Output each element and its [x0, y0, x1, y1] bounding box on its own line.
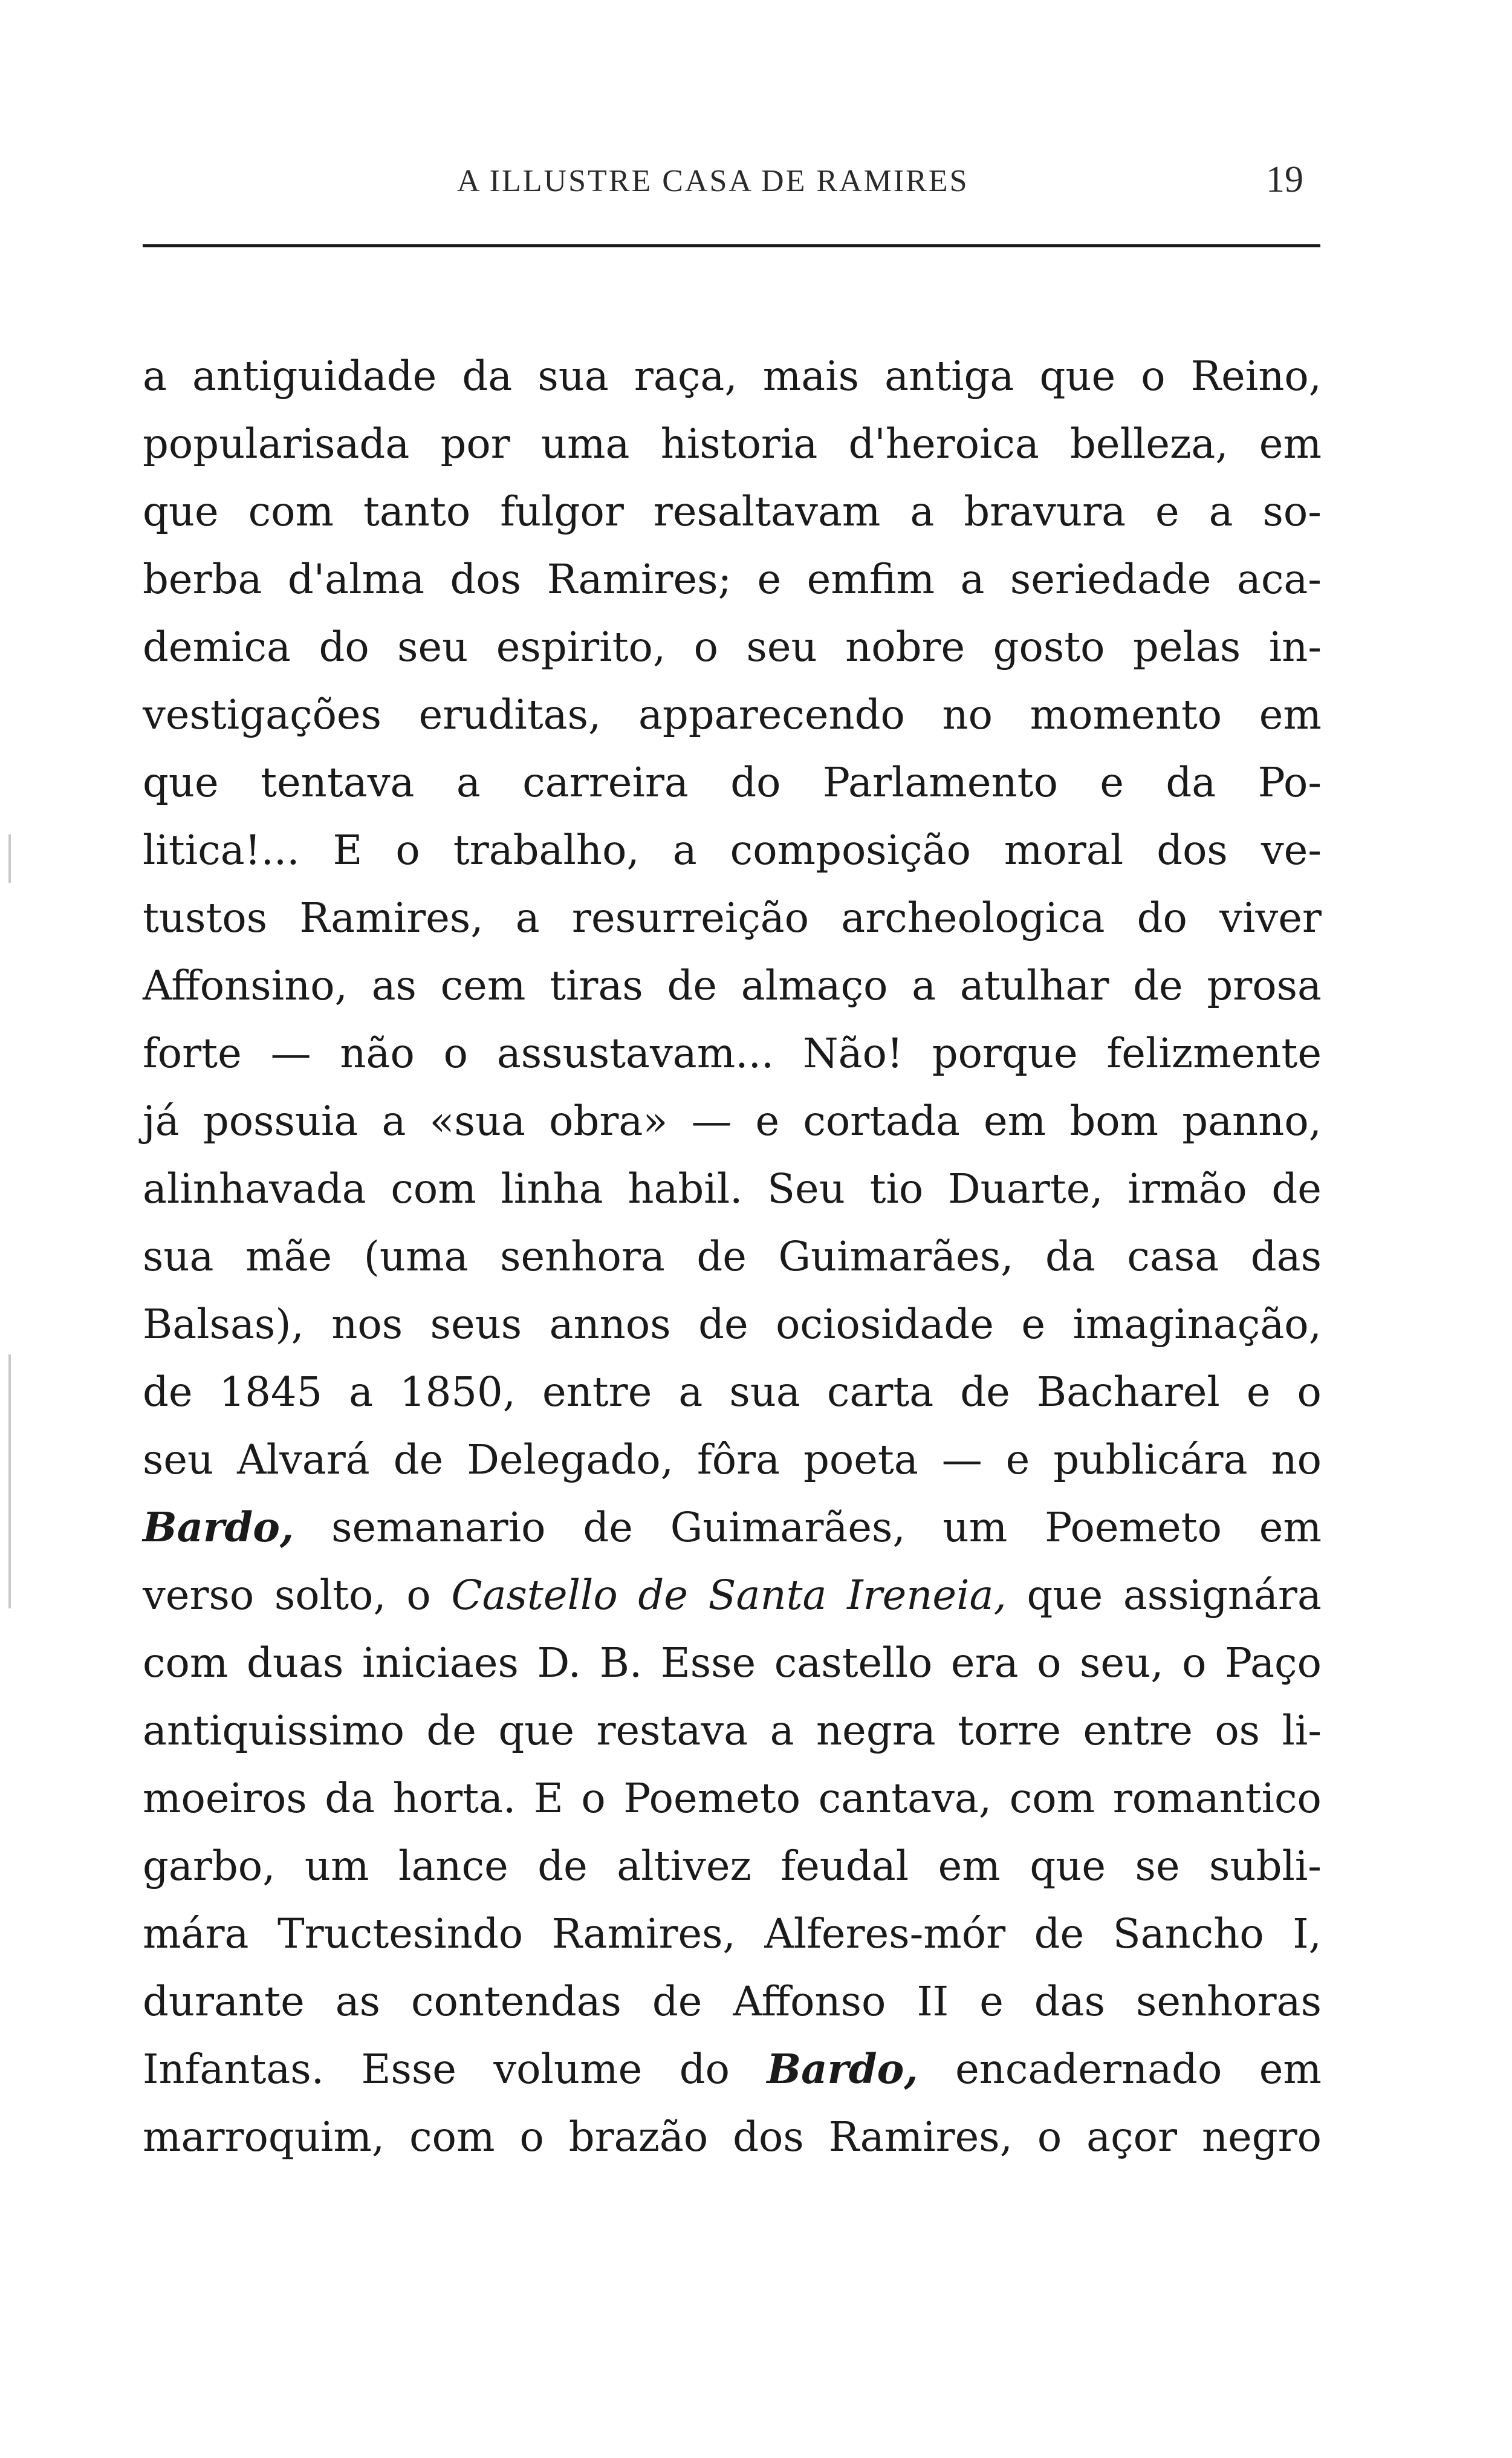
- word: Tructesindo: [277, 1910, 524, 1957]
- word: Delegado,: [467, 1436, 673, 1483]
- word: trabalho,: [453, 827, 640, 874]
- word: restava: [596, 1707, 748, 1754]
- word: negro: [1201, 2113, 1322, 2161]
- word: a: [456, 759, 481, 806]
- word: Reino,: [1190, 353, 1322, 400]
- word: Ramires,: [551, 1910, 736, 1957]
- word: da: [325, 1775, 375, 1822]
- word: o: [1037, 2113, 1062, 2161]
- body-text: [143, 342, 1322, 2171]
- word: entre: [1083, 1707, 1193, 1754]
- word: Guimarães,: [670, 1504, 906, 1551]
- text-line: [143, 545, 1322, 613]
- word: li-: [1282, 1707, 1322, 1754]
- word: e: [757, 556, 782, 603]
- word: —: [691, 1097, 732, 1145]
- word: Esse: [361, 2046, 456, 2093]
- word: açor: [1086, 2113, 1177, 2161]
- word: panno,: [1182, 1097, 1322, 1145]
- word: tentava: [261, 759, 415, 806]
- text-line: [143, 816, 1322, 884]
- word: viver: [1219, 894, 1322, 941]
- word: dos: [1157, 827, 1228, 874]
- word: em: [1259, 691, 1322, 738]
- word: eruditas,: [418, 691, 602, 738]
- word: espirito,: [496, 623, 666, 671]
- word: e: [1021, 1301, 1046, 1348]
- word: Balsas),: [143, 1301, 304, 1348]
- word: ociosidade: [776, 1301, 994, 1348]
- word: Esse: [660, 1639, 756, 1686]
- word: Não!: [803, 1030, 903, 1077]
- word: e: [1246, 1368, 1271, 1416]
- word: brazão: [568, 2113, 709, 2161]
- word: fulgor: [500, 488, 624, 535]
- word: do: [730, 759, 781, 806]
- word: a: [910, 488, 935, 535]
- word: bom: [1069, 1097, 1159, 1145]
- word: alinhavada: [143, 1165, 366, 1212]
- word: garbo,: [143, 1842, 276, 1890]
- word: semanario: [331, 1504, 546, 1551]
- word: nobre: [845, 623, 965, 671]
- word: o: [1297, 1368, 1322, 1416]
- word: —: [270, 1030, 311, 1077]
- word: do: [1137, 894, 1187, 941]
- word: as: [371, 962, 417, 1009]
- page-number: 19: [1266, 159, 1303, 200]
- word: em: [1259, 1504, 1322, 1551]
- word: Ramires,: [299, 894, 484, 941]
- word: Santa: [708, 1572, 827, 1619]
- word: assignára: [1123, 1572, 1322, 1619]
- word: com: [143, 1639, 229, 1686]
- word: Duarte,: [947, 1165, 1103, 1212]
- word: so-: [1262, 488, 1322, 535]
- word: in-: [1268, 623, 1322, 671]
- word: atulhar: [959, 962, 1109, 1009]
- text-line: [143, 1290, 1322, 1358]
- word: senhora: [500, 1233, 665, 1280]
- margin-speck: [8, 1354, 11, 1608]
- word: resaltavam: [653, 488, 881, 535]
- word: de: [393, 1436, 444, 1483]
- word: o: [406, 1572, 431, 1619]
- word: Poemeto: [623, 1775, 801, 1822]
- word: irmão: [1128, 1165, 1247, 1212]
- word: Ramires,: [828, 2113, 1013, 2161]
- word: o: [1037, 1639, 1062, 1686]
- header-rule: [143, 244, 1320, 247]
- word: que: [1027, 1572, 1103, 1619]
- word: popularisada: [143, 420, 410, 467]
- word: e: [1005, 1436, 1030, 1483]
- word: o: [581, 1775, 606, 1822]
- word: negra: [816, 1707, 936, 1754]
- word: moral: [1004, 827, 1124, 874]
- word: seu: [746, 623, 817, 671]
- word: Poemeto: [1045, 1504, 1222, 1551]
- word: moeiros: [143, 1775, 307, 1822]
- word: antiga: [884, 353, 1014, 400]
- word: e: [1100, 759, 1124, 806]
- word: Infantas.: [143, 2046, 325, 2093]
- word: «sua: [429, 1097, 526, 1145]
- word: e: [1155, 488, 1179, 535]
- word: tio: [869, 1165, 924, 1212]
- word: em: [984, 1097, 1046, 1145]
- word: seus: [430, 1301, 522, 1348]
- word: II: [917, 1978, 949, 2025]
- word: Parlamento: [822, 759, 1058, 806]
- word: Affonsino,: [143, 962, 348, 1009]
- word: em: [1259, 2046, 1322, 2093]
- text-line: [143, 1019, 1322, 1087]
- word: 1845: [219, 1368, 323, 1416]
- word: um: [304, 1842, 369, 1890]
- word: subli-: [1209, 1842, 1322, 1890]
- word: a: [678, 1368, 703, 1416]
- word: as: [335, 1978, 381, 2025]
- word: no: [942, 691, 993, 738]
- word: torre: [958, 1707, 1062, 1754]
- text-line: [143, 1494, 1322, 1561]
- word: contendas: [410, 1978, 621, 2025]
- text-line: [143, 1697, 1322, 1764]
- word: marroquim,: [143, 2113, 385, 2161]
- word: feudal: [780, 1842, 909, 1890]
- word: com: [409, 2113, 495, 2161]
- word: demica: [143, 623, 291, 671]
- word: e: [755, 1097, 780, 1145]
- word: vestigações: [143, 691, 381, 738]
- word: cortada: [803, 1097, 960, 1145]
- word: E: [333, 827, 363, 874]
- text-line: [143, 749, 1322, 816]
- word: tiras: [550, 962, 643, 1009]
- word: por: [440, 420, 510, 467]
- word: a: [349, 1368, 374, 1416]
- margin-speck: [8, 834, 11, 883]
- word: que: [498, 1707, 575, 1754]
- word: cem: [440, 962, 526, 1009]
- word: apparecendo: [638, 691, 905, 738]
- word: prosa: [1207, 962, 1322, 1009]
- word: a: [1209, 488, 1233, 535]
- text-line: [143, 2035, 1322, 2103]
- word: Castello: [451, 1572, 618, 1619]
- word: Ramires;: [547, 556, 732, 603]
- word: entre: [542, 1368, 652, 1416]
- word: altivez: [617, 1842, 751, 1890]
- text-line: [143, 1764, 1322, 1832]
- word: do: [679, 2046, 730, 2093]
- text-line: [143, 1155, 1322, 1223]
- word: tustos: [143, 894, 268, 941]
- word: composição: [730, 827, 971, 874]
- word: a: [515, 894, 540, 941]
- word: de: [698, 1301, 748, 1348]
- word: de: [696, 1233, 747, 1280]
- word: da: [462, 353, 513, 400]
- text-line: [143, 478, 1322, 545]
- word: Alvará: [237, 1436, 370, 1483]
- word: com: [391, 1165, 476, 1212]
- word: (uma: [363, 1233, 469, 1280]
- word: litica!...: [143, 827, 300, 874]
- word: o: [693, 623, 718, 671]
- word: mãe: [245, 1233, 333, 1280]
- word: historia: [660, 420, 818, 467]
- word: a: [960, 556, 985, 603]
- word: lance: [398, 1842, 508, 1890]
- word: em: [1259, 420, 1322, 467]
- word: das: [1034, 1978, 1105, 2025]
- word: iniciaes: [362, 1639, 519, 1686]
- word: resurreição: [571, 894, 810, 941]
- word: a: [381, 1097, 406, 1145]
- word: Po-: [1257, 759, 1322, 806]
- word: o: [443, 1030, 469, 1077]
- word: da: [1045, 1233, 1095, 1280]
- word: volume: [493, 2046, 643, 2093]
- word: Guimarães,: [778, 1233, 1014, 1280]
- word: de: [583, 1504, 633, 1551]
- word: o: [395, 827, 420, 874]
- text-line: [143, 1358, 1322, 1426]
- word: pelas: [1132, 623, 1241, 671]
- word: carreira: [522, 759, 689, 806]
- word: Sancho: [1112, 1910, 1264, 1957]
- word: no: [1271, 1436, 1322, 1483]
- word: cantava,: [818, 1775, 992, 1822]
- word: a: [143, 353, 167, 400]
- text-line: [143, 952, 1322, 1019]
- word: Ireneia,: [847, 1572, 1007, 1619]
- word: solto,: [274, 1572, 386, 1619]
- word: belleza,: [1070, 420, 1228, 467]
- word: Bardo,: [767, 2045, 918, 2093]
- word: de: [1271, 1165, 1322, 1212]
- word: momento: [1030, 691, 1222, 738]
- word: da: [1166, 759, 1216, 806]
- text-line: [143, 2103, 1322, 2171]
- word: imaginação,: [1072, 1301, 1322, 1348]
- word: senhoras: [1135, 1978, 1322, 2025]
- word: verso: [143, 1572, 255, 1619]
- word: Alferes-mór: [764, 1910, 1006, 1957]
- word: seriedade: [1010, 556, 1212, 603]
- word: de: [143, 1368, 193, 1416]
- word: os: [1215, 1707, 1261, 1754]
- text-line: [143, 1561, 1322, 1629]
- word: I,: [1293, 1910, 1322, 1957]
- word: D.: [537, 1639, 582, 1686]
- word: sua: [143, 1233, 214, 1280]
- word: de: [1034, 1910, 1085, 1957]
- text-line: [143, 1223, 1322, 1290]
- word: 1850,: [400, 1368, 516, 1416]
- word: almaço: [741, 962, 888, 1009]
- word: de: [426, 1707, 476, 1754]
- word: dos: [450, 556, 522, 603]
- text-line: [143, 342, 1322, 410]
- word: annos: [549, 1301, 671, 1348]
- word: de: [638, 1572, 688, 1619]
- text-line: [143, 681, 1322, 749]
- word: antiquissimo: [143, 1707, 404, 1754]
- word: raça,: [634, 353, 738, 400]
- word: uma: [540, 420, 630, 467]
- word: obra»: [549, 1097, 668, 1145]
- word: archeologica: [841, 894, 1105, 941]
- word: Seu: [767, 1165, 845, 1212]
- word: gosto: [993, 623, 1105, 671]
- text-line: [143, 1900, 1322, 1968]
- word: mára: [143, 1910, 249, 1957]
- word: publicára: [1053, 1436, 1248, 1483]
- word: o: [519, 2113, 544, 2161]
- word: encadernado: [955, 2046, 1222, 2093]
- word: E: [533, 1775, 563, 1822]
- text-line: [143, 1832, 1322, 1900]
- word: romantico: [1112, 1775, 1322, 1822]
- word: castello: [774, 1639, 933, 1686]
- word: habil.: [628, 1165, 743, 1212]
- word: o: [1141, 353, 1166, 400]
- word: fôra: [696, 1436, 780, 1483]
- word: e: [979, 1978, 1004, 2025]
- word: de: [1133, 962, 1183, 1009]
- word: tanto: [363, 488, 471, 535]
- text-line: [143, 613, 1322, 681]
- word: um: [943, 1504, 1008, 1551]
- text-line: [143, 1087, 1322, 1155]
- word: de: [652, 1978, 702, 2025]
- word: de: [537, 1842, 588, 1890]
- word: aca-: [1236, 556, 1322, 603]
- word: não: [340, 1030, 415, 1077]
- word: bravura: [964, 488, 1126, 535]
- word: das: [1250, 1233, 1322, 1280]
- word: sua: [537, 353, 609, 400]
- word: d'alma: [287, 556, 425, 603]
- word: emfim: [806, 556, 935, 603]
- word: se: [1135, 1842, 1180, 1890]
- word: carta: [826, 1368, 934, 1416]
- word: porque: [932, 1030, 1078, 1077]
- word: seu,: [1080, 1639, 1164, 1686]
- word: seu: [397, 623, 469, 671]
- text-line: [143, 1968, 1322, 2035]
- word: poeta: [803, 1436, 918, 1483]
- text-line: [143, 884, 1322, 952]
- word: durante: [143, 1978, 305, 2025]
- word: antiguidade: [192, 353, 437, 400]
- word: já: [143, 1097, 180, 1145]
- word: casa: [1127, 1233, 1219, 1280]
- running-head-title: A ILLUSTRE CASA DE RAMIRES: [457, 164, 969, 198]
- word: com: [1009, 1775, 1095, 1822]
- text-line: [143, 1629, 1322, 1697]
- word: que: [143, 759, 219, 806]
- word: a: [912, 962, 936, 1009]
- word: Bacharel: [1036, 1368, 1220, 1416]
- word: —: [941, 1436, 982, 1483]
- word: linha: [501, 1165, 603, 1212]
- word: berba: [143, 556, 262, 603]
- word: de: [960, 1368, 1010, 1416]
- word: Bardo,: [143, 1503, 294, 1551]
- word: que: [1039, 353, 1116, 400]
- word: ve-: [1261, 827, 1322, 874]
- word: o: [1182, 1639, 1207, 1686]
- word: Affonso: [733, 1978, 886, 2025]
- word: felizmente: [1106, 1030, 1322, 1077]
- word: forte: [143, 1030, 242, 1077]
- word: sua: [729, 1368, 800, 1416]
- word: Paço: [1225, 1639, 1322, 1686]
- word: B.: [599, 1639, 643, 1686]
- word: a: [672, 827, 697, 874]
- word: horta.: [392, 1775, 516, 1822]
- word: possuia: [203, 1097, 359, 1145]
- word: assustavam...: [496, 1030, 774, 1077]
- text-line: [143, 1426, 1322, 1494]
- word: duas: [246, 1639, 344, 1686]
- word: mais: [762, 353, 860, 400]
- word: d'heroica: [848, 420, 1039, 467]
- word: que: [1030, 1842, 1106, 1890]
- word: seu: [143, 1436, 214, 1483]
- word: era: [950, 1639, 1019, 1686]
- word: nos: [331, 1301, 403, 1348]
- word: em: [938, 1842, 1001, 1890]
- word: de: [667, 962, 718, 1009]
- word: a: [770, 1707, 794, 1754]
- text-line: [143, 410, 1322, 478]
- word: do: [319, 623, 369, 671]
- word: dos: [733, 2113, 804, 2161]
- word: com: [248, 488, 334, 535]
- word: que: [143, 488, 219, 535]
